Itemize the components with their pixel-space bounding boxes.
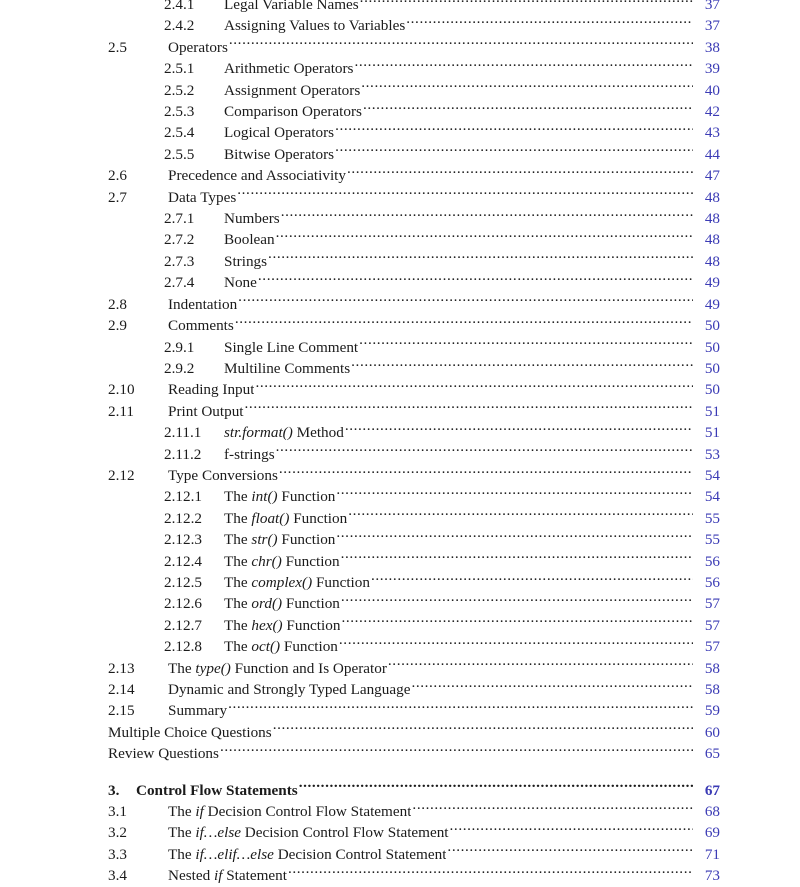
toc-row[interactable] (108, 358, 720, 379)
toc-row[interactable] (108, 508, 720, 529)
toc-entry-title: The hex() Function (224, 616, 341, 634)
toc-row[interactable] (108, 865, 720, 886)
toc-page-number[interactable]: 71 (704, 845, 720, 863)
toc-chapter-row[interactable] (108, 780, 720, 801)
toc-page-number[interactable]: 37 (704, 0, 720, 13)
toc-dot-leader (335, 123, 693, 137)
toc-entry-title: Type Conversions (168, 466, 278, 484)
toc-entry-title: The if…elif…else Decision Control Statement (168, 845, 447, 863)
toc-dot-leader (268, 252, 693, 266)
toc-page-number[interactable]: 57 (704, 595, 720, 613)
toc-page-number[interactable]: 37 (704, 17, 720, 35)
toc-row[interactable] (108, 444, 720, 465)
toc-page-number[interactable]: 48 (704, 210, 720, 228)
table-of-contents (108, 0, 720, 887)
toc-page-number[interactable]: 38 (704, 38, 720, 56)
toc-entry-number: 2.8 (108, 295, 127, 313)
toc-row[interactable] (108, 593, 720, 614)
toc-row[interactable] (108, 80, 720, 101)
toc-page-number[interactable]: 57 (704, 616, 720, 634)
toc-dot-leader (235, 316, 693, 330)
toc-dot-leader (348, 509, 693, 523)
toc-dot-leader (336, 530, 693, 544)
toc-row[interactable] (108, 658, 720, 679)
toc-row[interactable] (108, 615, 720, 636)
toc-entry-number: 2.12.2 (164, 509, 202, 527)
toc-dot-leader (276, 230, 693, 244)
toc-page-number[interactable]: 49 (704, 274, 720, 292)
toc-entry-number: 2.12.8 (164, 638, 202, 656)
toc-entry-number: 2.12.5 (164, 573, 202, 591)
toc-entry-title: Reading Input (168, 381, 255, 399)
toc-row[interactable] (108, 379, 720, 400)
toc-entry-number: 2.5.2 (164, 81, 195, 99)
toc-page-number[interactable]: 57 (704, 638, 720, 656)
toc-entry-number: 2.4.1 (164, 0, 195, 13)
toc-entry-number: 2.10 (108, 381, 135, 399)
toc-row[interactable] (108, 465, 720, 486)
toc-page-number[interactable]: 68 (704, 803, 720, 821)
toc-dot-leader (371, 573, 693, 587)
toc-entry-title: Nested if Statement (168, 867, 287, 885)
toc-entry-title: str.format() Method (224, 424, 344, 442)
toc-dot-leader (447, 845, 693, 859)
toc-page-number[interactable]: 44 (704, 145, 720, 163)
toc-page-number[interactable]: 48 (704, 188, 720, 206)
toc-entry-number: 2.7 (108, 188, 127, 206)
toc-entry-number: 2.9 (108, 317, 127, 335)
toc-dot-leader (406, 16, 693, 30)
toc-row[interactable] (108, 801, 720, 822)
toc-entry-title: The int() Function (224, 488, 336, 506)
toc-dot-leader (238, 295, 693, 309)
toc-entry-title: The if Decision Control Flow Statement (168, 803, 412, 821)
toc-entry-number: 2.11 (108, 402, 135, 420)
toc-entry-title: Indentation (168, 295, 238, 313)
toc-entry-title: Operators (168, 38, 228, 56)
toc-row[interactable] (108, 529, 720, 550)
toc-dot-leader (450, 823, 693, 837)
toc-page-number[interactable]: 50 (704, 359, 720, 377)
toc-dot-leader (345, 423, 693, 437)
toc-dot-leader (229, 38, 693, 52)
toc-entry-title: Precedence and Associativity (168, 167, 346, 185)
toc-row[interactable] (108, 37, 720, 58)
toc-row[interactable] (108, 422, 720, 443)
toc-entry-title: The oct() Function (224, 638, 338, 656)
toc-dot-leader (341, 594, 693, 608)
toc-entry-title: Dynamic and Strongly Typed Language (168, 681, 411, 698)
toc-entry-number: 2.12 (108, 466, 135, 484)
toc-dot-leader (411, 680, 693, 694)
toc-dot-leader (276, 445, 693, 459)
toc-page-number[interactable]: 40 (704, 81, 720, 99)
toc-dot-leader (363, 102, 693, 116)
toc-entry-title: The type() Function and Is Operator (168, 659, 387, 677)
toc-entry-number: 2.5.3 (164, 103, 195, 121)
toc-row[interactable] (108, 551, 720, 572)
toc-row[interactable] (108, 187, 720, 208)
toc-page-number[interactable]: 51 (704, 424, 720, 442)
toc-entry-number: 2.12.1 (164, 488, 202, 506)
toc-page-number[interactable]: 55 (704, 509, 720, 527)
toc-page-number[interactable]: 43 (704, 124, 720, 142)
toc-entry-number: 2.7.2 (164, 231, 195, 249)
toc-page-number[interactable]: 39 (704, 60, 720, 78)
toc-entry-title: Boolean (224, 231, 275, 249)
toc-dot-leader (388, 659, 693, 673)
toc-entry-title: Summary (168, 702, 228, 720)
toc-entry-title: Control Flow Statements (136, 781, 298, 799)
toc-dot-leader (339, 637, 693, 651)
toc-page-number[interactable]: 69 (704, 824, 720, 842)
toc-entry-number: 3.3 (108, 845, 127, 863)
toc-entry-number: 2.5 (108, 38, 127, 56)
toc-page-number[interactable]: 65 (704, 745, 720, 763)
toc-row[interactable] (108, 251, 720, 272)
toc-dot-leader (351, 359, 693, 373)
toc-entry-title: None (224, 274, 257, 292)
toc-entry-title: Multiple Choice Questions (108, 723, 272, 741)
toc-row[interactable] (108, 722, 720, 743)
toc-entry-number: 3.2 (108, 824, 127, 842)
toc-entry-title: Legal Variable Names (224, 0, 359, 13)
toc-row[interactable] (108, 700, 720, 721)
toc-dot-leader (281, 209, 693, 223)
toc-row[interactable] (108, 58, 720, 79)
toc-entry-number: 2.11.1 (164, 424, 202, 442)
toc-entry-number: 2.12.6 (164, 595, 202, 613)
toc-dot-leader (347, 166, 693, 180)
toc-entry-title: Logical Operators (224, 124, 335, 142)
toc-row[interactable] (108, 144, 720, 165)
toc-dot-leader (255, 380, 693, 394)
toc-page-number[interactable]: 48 (704, 252, 720, 270)
toc-page-number[interactable]: 54 (704, 466, 720, 484)
toc-row[interactable] (108, 15, 720, 36)
toc-row[interactable] (108, 272, 720, 293)
toc-row[interactable] (108, 743, 720, 764)
toc-page-number[interactable]: 55 (704, 531, 720, 549)
toc-entry-number: 2.5.4 (164, 124, 195, 142)
toc-entry-number: 2.12.3 (164, 531, 202, 549)
toc-entry-title: The ord() Function (224, 595, 340, 613)
toc-dot-leader (220, 744, 693, 758)
toc-entry-title: Strings (224, 252, 268, 270)
toc-page-number[interactable]: 56 (704, 573, 720, 591)
toc-dot-leader (354, 59, 693, 73)
toc-row[interactable] (108, 229, 720, 250)
toc-page-number[interactable]: 48 (704, 231, 720, 249)
toc-row[interactable] (108, 679, 720, 700)
toc-entry-title: Numbers (224, 210, 280, 228)
toc-entry-number: 2.9.1 (164, 338, 195, 356)
toc-dot-leader (288, 866, 693, 880)
toc-row[interactable] (108, 844, 720, 865)
toc-page-number[interactable]: 58 (704, 659, 720, 677)
toc-row[interactable] (108, 122, 720, 143)
toc-page-number[interactable]: 50 (704, 381, 720, 399)
toc-dot-leader (237, 188, 693, 202)
toc-row[interactable] (108, 572, 720, 593)
toc-dot-leader (279, 466, 693, 480)
toc-entry-title: Single Line Comment (224, 338, 359, 356)
toc-page-number[interactable]: 56 (704, 552, 720, 570)
toc-dot-leader (361, 81, 693, 95)
toc-page-number[interactable]: 60 (704, 723, 720, 741)
toc-entry-title: Print Output (168, 402, 244, 420)
toc-dot-leader (341, 552, 693, 566)
toc-entry-number: 2.5.1 (164, 60, 195, 78)
toc-row[interactable] (108, 486, 720, 507)
toc-row[interactable] (108, 208, 720, 229)
toc-entry-title: Multiline Comments (224, 359, 351, 377)
toc-entry-number: 3. (108, 781, 120, 799)
toc-page-number[interactable]: 73 (704, 867, 720, 885)
toc-dot-leader (360, 0, 693, 9)
toc-page-number[interactable]: 49 (704, 295, 720, 313)
toc-dot-leader (335, 145, 693, 159)
toc-entry-number: 3.4 (108, 867, 127, 885)
toc-dot-leader (341, 616, 693, 630)
toc-entry-title: f-strings (224, 445, 275, 463)
toc-entry-title: Comparison Operators (224, 103, 362, 121)
toc-entry-number: 2.12.4 (164, 552, 202, 570)
toc-entry-number: 2.15 (108, 702, 135, 720)
toc-entry-number: 2.7.4 (164, 274, 195, 292)
toc-page-number[interactable]: 54 (704, 488, 720, 506)
toc-row[interactable] (108, 636, 720, 657)
toc-page-number[interactable]: 58 (704, 681, 720, 698)
toc-page-number[interactable]: 51 (704, 402, 720, 420)
toc-entry-number: 2.7.3 (164, 252, 195, 270)
toc-page-number[interactable]: 47 (704, 167, 720, 185)
toc-row[interactable] (108, 101, 720, 122)
toc-page-number[interactable]: 53 (704, 445, 720, 463)
toc-row[interactable] (108, 401, 720, 422)
toc-entry-title: Assignment Operators (224, 81, 361, 99)
toc-page-number[interactable]: 50 (704, 317, 720, 335)
toc-page-number[interactable]: 50 (704, 338, 720, 356)
toc-dot-leader (258, 273, 693, 287)
toc-entry-title: Review Questions (108, 745, 219, 763)
toc-entry-number: 2.9.2 (164, 359, 195, 377)
toc-row[interactable] (108, 294, 720, 315)
toc-dot-leader (412, 802, 693, 816)
toc-row[interactable] (108, 0, 720, 15)
toc-entry-number: 2.4.2 (164, 17, 195, 35)
toc-entry-number: 2.7.1 (164, 210, 195, 228)
toc-entry-number: 2.13 (108, 659, 135, 677)
toc-entry-number: 3.1 (108, 803, 127, 821)
toc-entry-title: Data Types (168, 188, 237, 206)
toc-entry-title: Assigning Values to Variables (224, 17, 406, 35)
toc-entry-title: Comments (168, 317, 234, 335)
toc-page-number[interactable]: 59 (704, 702, 720, 720)
toc-entry-title: The chr() Function (224, 552, 340, 570)
toc-row[interactable] (108, 165, 720, 186)
toc-entry-title: The complex() Function (224, 573, 370, 591)
toc-entry-title: The if…else Decision Control Flow Statement (168, 824, 449, 842)
toc-page-number[interactable]: 42 (704, 103, 720, 121)
toc-entry-title: Bitwise Operators (224, 145, 335, 163)
toc-row[interactable] (108, 315, 720, 336)
toc-dot-leader (245, 402, 693, 416)
toc-dot-leader (336, 487, 693, 501)
toc-entry-title: The str() Function (224, 531, 336, 549)
toc-entry-title: The float() Function (224, 509, 348, 527)
toc-entry-number: 2.14 (108, 681, 135, 698)
toc-entry-number: 2.5.5 (164, 145, 195, 163)
toc-row[interactable] (108, 337, 720, 358)
toc-dot-leader (359, 338, 693, 352)
toc-row[interactable] (108, 822, 720, 843)
toc-entry-number: 2.6 (108, 167, 127, 185)
toc-page-number[interactable]: 67 (704, 781, 720, 799)
toc-entry-number: 2.11.2 (164, 445, 202, 463)
toc-entry-title: Arithmetic Operators (224, 60, 354, 78)
toc-dot-leader (273, 723, 693, 737)
toc-entry-number: 2.12.7 (164, 616, 202, 634)
toc-dot-leader (228, 701, 693, 715)
toc-dot-leader (299, 781, 693, 795)
